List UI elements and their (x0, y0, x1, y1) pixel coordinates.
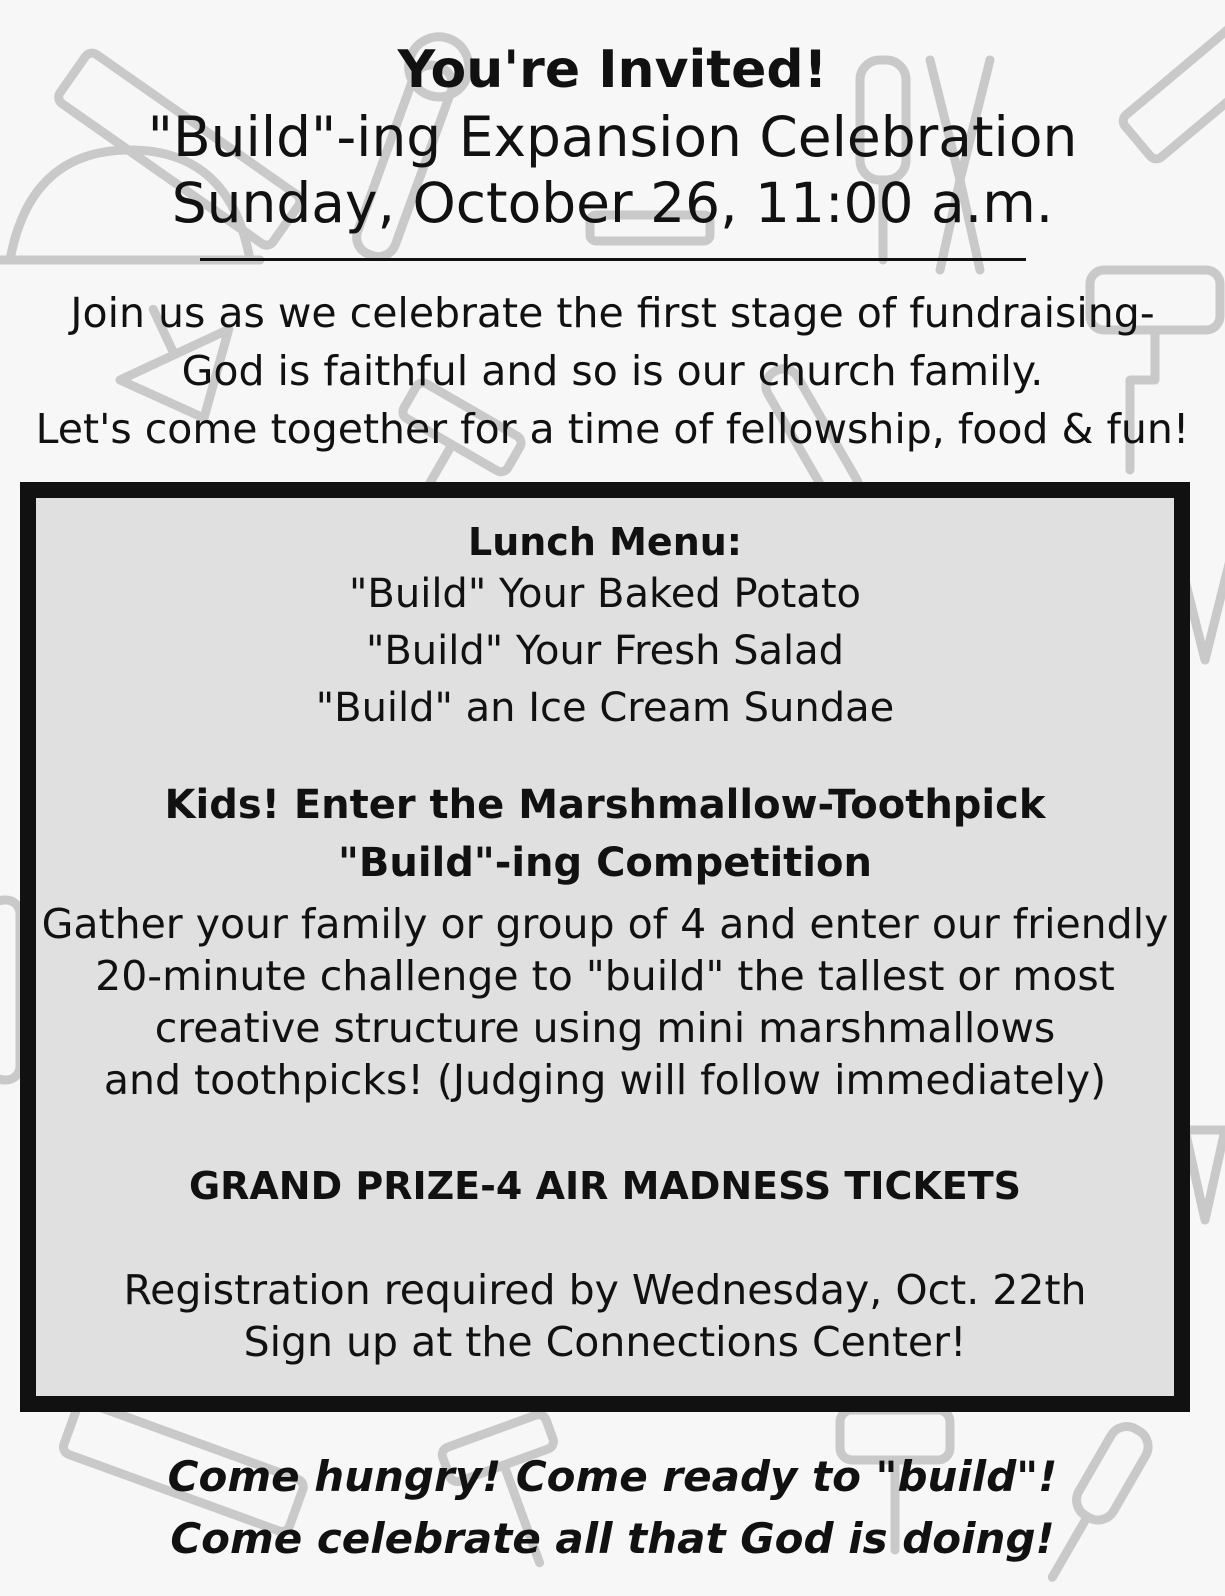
menu-item: "Build" Your Fresh Salad (365, 628, 845, 674)
wrench-icon (0, 900, 20, 1080)
title-divider (200, 258, 1026, 261)
competition-description: and toothpicks! (Judging will follow immediately) (103, 1056, 1107, 1104)
competition-heading: Kids! Enter the Marshmallow-Toothpick (164, 782, 1046, 828)
intro-line: God is faithful and so is our church family. (181, 347, 1044, 395)
invite-heading: You're Invited! (397, 40, 828, 100)
competition-heading: "Build"-ing Competition (338, 840, 872, 886)
intro-text (0, 284, 1225, 458)
trowel-icon (1185, 1130, 1225, 1220)
event-title: "Build"-ing Expansion Celebration (147, 105, 1078, 169)
details-box (20, 482, 1190, 1412)
menu-title: Lunch Menu: (467, 520, 742, 564)
competition-description: Gather your family or group of 4 and enter our friendly (41, 900, 1169, 948)
closing-message (0, 1446, 1225, 1570)
grand-prize: GRAND PRIZE-4 AIR MADNESS TICKETS (188, 1164, 1022, 1208)
registration-line: Sign up at the Connections Center! (243, 1318, 967, 1366)
closing-line: Come hungry! Come ready to "build"! (167, 1452, 1058, 1501)
registration-line: Registration required by Wednesday, Oct. 22th (123, 1266, 1087, 1314)
competition-description: 20-minute challenge to "build" the tallest or most (95, 952, 1115, 1000)
event-date: Sunday, October 26, 11:00 a.m. (171, 171, 1054, 235)
menu-item: "Build" Your Baked Potato (349, 571, 861, 617)
intro-line: Join us as we celebrate the first stage of fundraising- (70, 289, 1155, 337)
closing-line: Come celebrate all that God is doing! (170, 1514, 1055, 1563)
competition-description: creative structure using mini marshmallows (154, 1004, 1056, 1052)
menu-item: "Build" an Ice Cream Sundae (315, 685, 895, 731)
intro-line: Let's come together for a time of fellowship, food & fun! (35, 405, 1190, 453)
